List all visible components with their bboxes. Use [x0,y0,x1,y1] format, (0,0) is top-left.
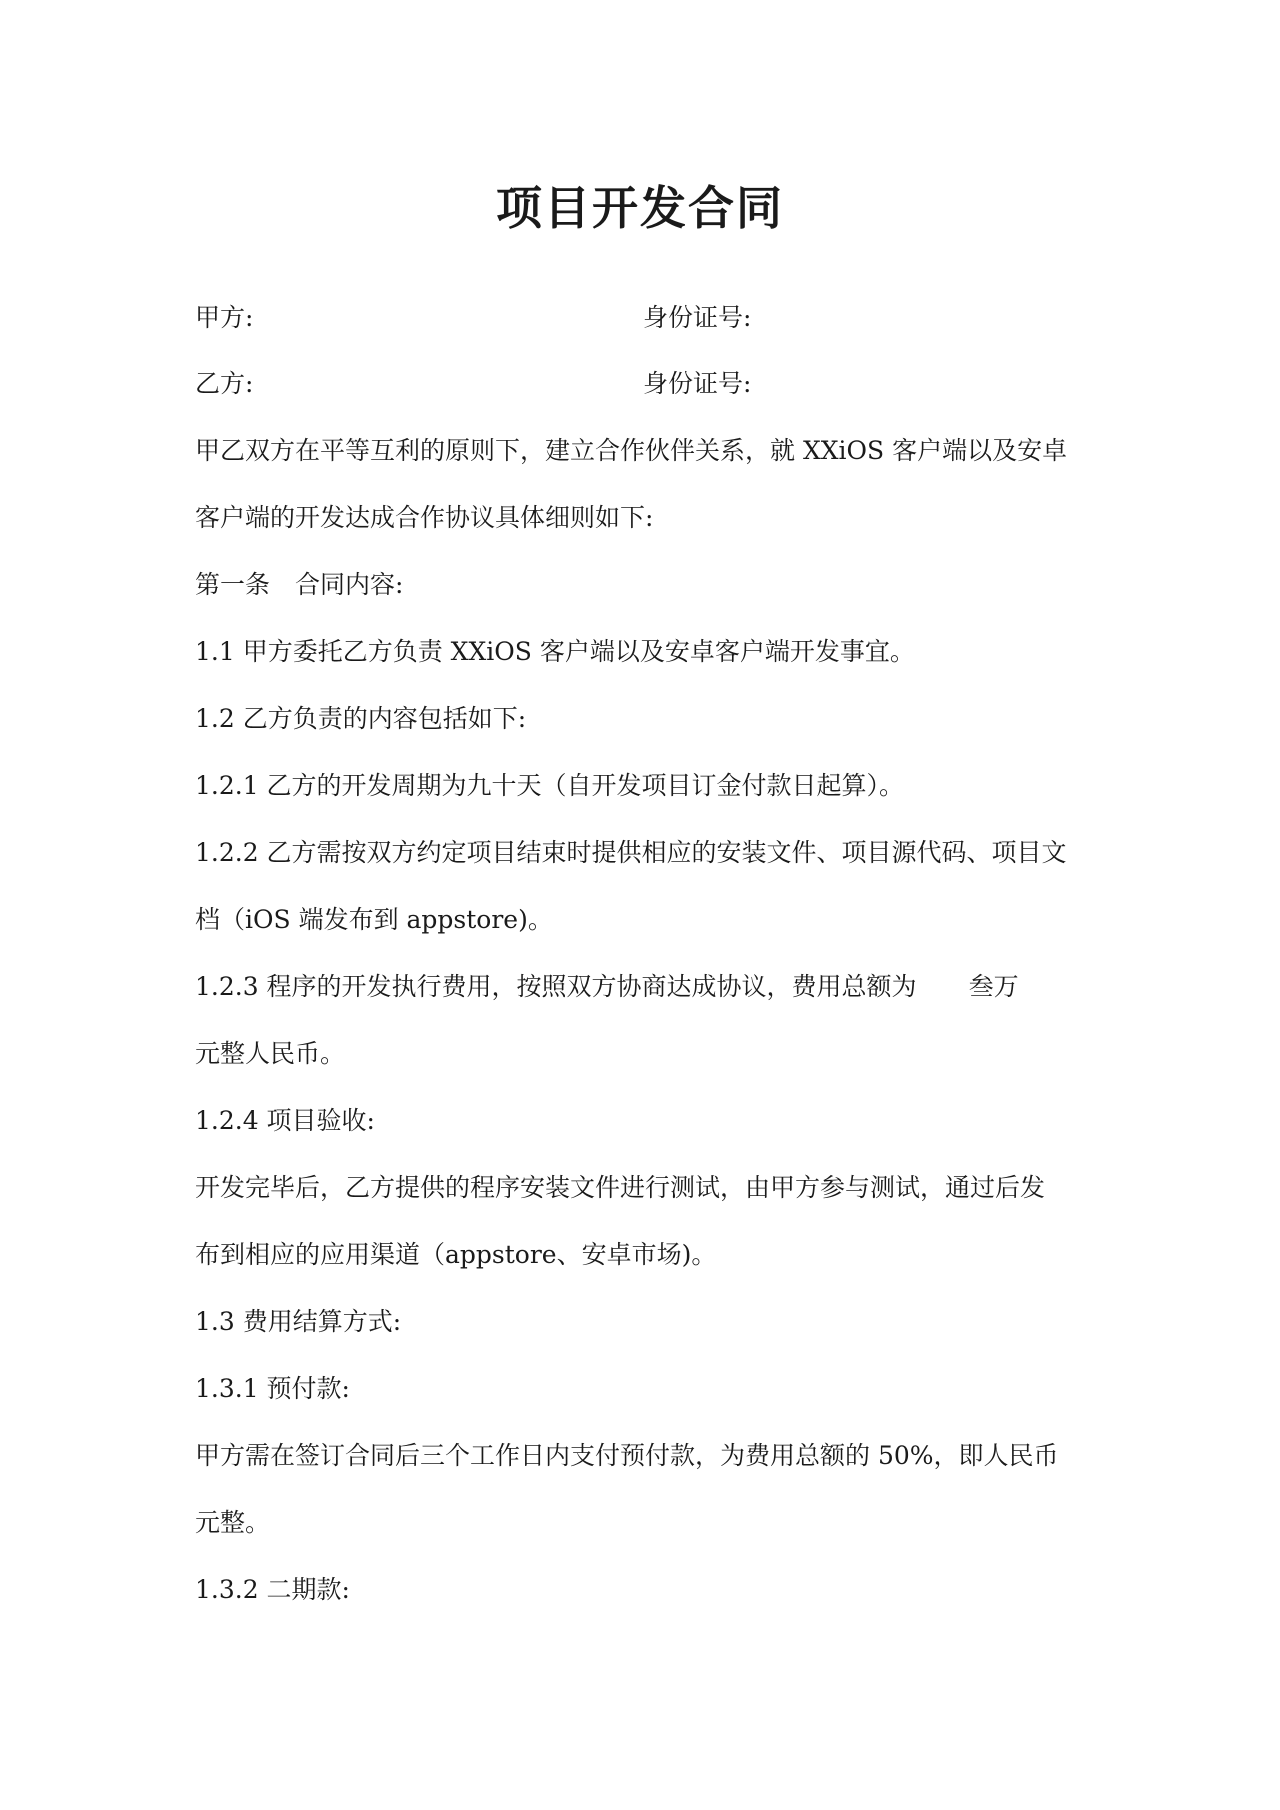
intro-line-2: 客户端的开发达成合作协议具体细则如下: [195,503,654,532]
clause-1-1: 1.1 甲方委托乙方负责 XXiOS 客户端以及安卓客户端开发事宜。 [195,637,915,666]
intro-line-1: 甲乙双方在平等互利的原则下，建立合作伙伴关系，就 XXiOS 客户端以及安卓 [195,436,1068,465]
party-b-label: 乙方: [195,369,254,398]
clause-1-2-2-line-1: 1.2.2 乙方需按双方约定项目结束时提供相应的安装文件、项目源代码、项目文 [195,838,1067,867]
prepayment-line-1: 甲方需在签订合同后三个工作日内支付预付款，为费用总额的 50%，即人民币 [195,1441,1059,1470]
clause-1-2: 1.2 乙方负责的内容包括如下: [195,704,527,733]
article-1-heading: 第一条 合同内容: [195,570,404,599]
clause-1-2-3-line-1 [195,969,1019,1005]
party-a-id-label: 身份证号: [643,303,752,332]
clause-1-3-1: 1.3.1 预付款: [195,1374,350,1403]
acceptance-line-1: 开发完毕后，乙方提供的程序安装文件进行测试，由甲方参与测试，通过后发 [195,1173,1046,1202]
fee-amount: 叁万 [968,972,1019,1001]
clause-1-2-3-text: 1.2.3 程序的开发执行费用，按照双方协商达成协议，费用总额为 [195,972,917,1001]
clause-1-3: 1.3 费用结算方式: [195,1307,402,1336]
clause-1-3-2: 1.3.2 二期款: [195,1575,350,1604]
clause-1-2-1: 1.2.1 乙方的开发周期为九十天（自开发项目订金付款日起算）。 [195,771,905,800]
clause-1-2-3-line-2: 元整人民币。 [195,1039,346,1068]
acceptance-line-2: 布到相应的应用渠道（appstore、安卓市场)。 [195,1240,717,1269]
clause-1-2-2-line-2: 档（iOS 端发布到 appstore)。 [195,905,553,934]
clause-1-2-4: 1.2.4 项目验收: [195,1106,375,1135]
document-title: 项目开发合同 [496,181,784,235]
party-a-label: 甲方: [195,303,254,332]
party-b-id-label: 身份证号: [643,369,752,398]
prepayment-line-2: 元整。 [195,1508,271,1537]
